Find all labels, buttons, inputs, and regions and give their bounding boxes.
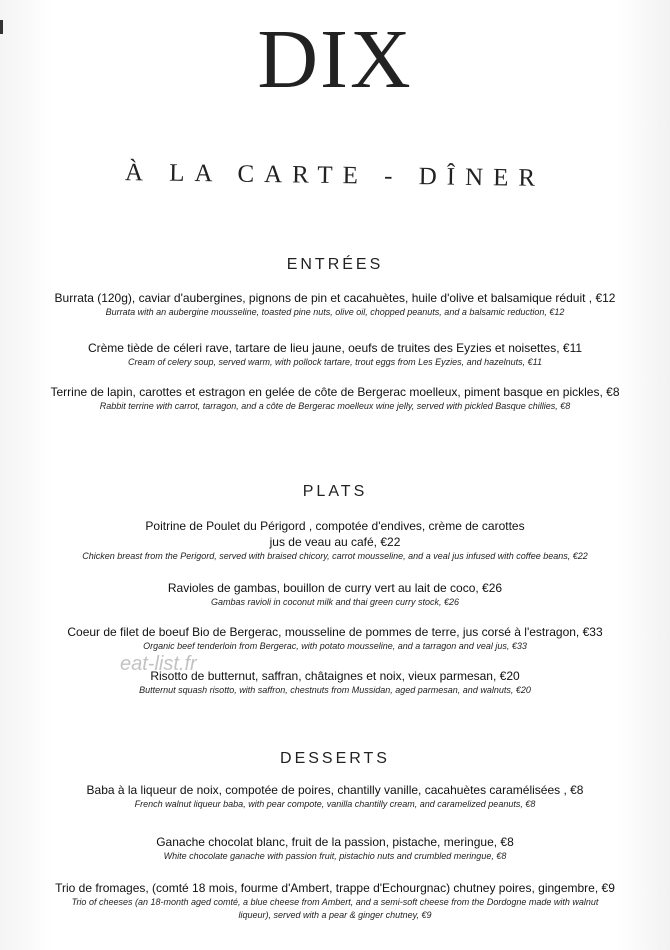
menu-item-trio-fromages bbox=[8, 880, 662, 922]
menu-item-risotto bbox=[8, 668, 662, 697]
menu-item-baba bbox=[8, 782, 662, 811]
item-desc-en: Butternut squash risotto, with saffron, chestnuts from Mussidan, aged parmesan, and walnuts, €20 bbox=[139, 685, 531, 695]
menu-item-ravioles bbox=[8, 580, 662, 609]
item-desc-en: Gambas ravioli in coconut milk and thai green curry stock, €26 bbox=[210, 597, 460, 607]
menu-item-filet-boeuf bbox=[8, 624, 662, 653]
menu-item-creme-celeri bbox=[8, 340, 662, 369]
item-name-fr-cont: jus de veau au café, €22 bbox=[269, 535, 401, 549]
item-name-fr: Coeur de filet de boeuf Bio de Bergerac, mousseline de pommes de terre, jus corsé à l'estragon, €33 bbox=[67, 625, 603, 639]
item-desc-en: Rabbit terrine with carrot, tarragon, and a côte de Bergerac moelleux wine jelly, served with pickled Basque chillies, €8 bbox=[99, 401, 571, 411]
item-name-fr: Ravioles de gambas, bouillon de curry vert au lait de coco, €26 bbox=[167, 581, 503, 595]
item-desc-en: Cream of celery soup, served warm, with pollock tartare, trout eggs from Les Eyzies, and hazelnuts, €11 bbox=[127, 357, 543, 367]
item-desc-en: Burrata with an aubergine mousseline, toasted pine nuts, olive oil, chopped peanuts, and a balsamic reduction, €12 bbox=[105, 307, 565, 317]
restaurant-logo: DIX bbox=[257, 13, 413, 106]
item-desc-en: Organic beef tenderloin from Bergerac, with potato mousseline, and a tarragon and veal jus, €33 bbox=[143, 641, 527, 651]
item-desc-en: Chicken breast from the Perigord, served with braised chicory, carrot mousseline, and a veal jus infused with coffee beans, €22 bbox=[82, 551, 588, 561]
item-name-fr: Ganache chocolat blanc, fruit de la passion, pistache, meringue, €8 bbox=[156, 835, 514, 849]
watermark: eat-list.fr bbox=[120, 653, 197, 675]
item-name-fr: Crème tiède de céleri rave, tartare de lieu jaune, oeufs de truites des Eyzies et noisettes, €11 bbox=[87, 341, 583, 355]
item-desc-en: French walnut liqueur baba, with pear compote, vanilla chantilly cream, and caramelized peanuts, €8 bbox=[134, 799, 536, 809]
section-title-desserts: DESSERTS bbox=[280, 750, 390, 767]
item-desc-en: Trio of cheeses (an 18-month aged comté, a blue cheese from Ambert, and a semi-soft cheese from the Dordogne made with walnut bbox=[71, 897, 599, 907]
item-name-fr: Burrata (120g), caviar d'aubergines, pignons de pin et cacahuètes, huile d'olive et balsamique réduit , €12 bbox=[54, 291, 616, 305]
menu-item-terrine-lapin bbox=[8, 384, 662, 413]
menu-item-poulet bbox=[8, 518, 662, 563]
item-name-fr: Risotto de butternut, saffran, châtaignes et noix, vieux parmesan, €20 bbox=[150, 669, 520, 683]
item-name-fr: Trio de fromages, (comté 18 mois, fourme d'Ambert, trappe d'Echourgnac) chutney poires, gingembre, €9 bbox=[55, 881, 615, 895]
menu-subtitle: À LA CARTE - DÎNER bbox=[124, 159, 546, 192]
item-name-fr: Terrine de lapin, carottes et estragon en gelée de côte de Bergerac moelleux, piment basque en pickles, €8 bbox=[50, 385, 620, 399]
item-desc-en-cont: liqueur), served with a pear & ginger chutney, €9 bbox=[238, 910, 432, 920]
menu-item-burrata bbox=[8, 290, 662, 319]
item-name-fr: Baba à la liqueur de noix, compotée de poires, chantilly vanille, cacahuètes caramélisées , €8 bbox=[86, 783, 584, 797]
item-name-fr: Poitrine de Poulet du Périgord , compotée d'endives, crème de carottes bbox=[145, 519, 525, 533]
item-desc-en: White chocolate ganache with passion fruit, pistachio nuts and crumbled meringue, €8 bbox=[163, 851, 507, 861]
section-title-plats: PLATS bbox=[302, 483, 368, 500]
menu-item-ganache bbox=[8, 834, 662, 863]
section-title-entrees: ENTRÉES bbox=[286, 256, 384, 273]
